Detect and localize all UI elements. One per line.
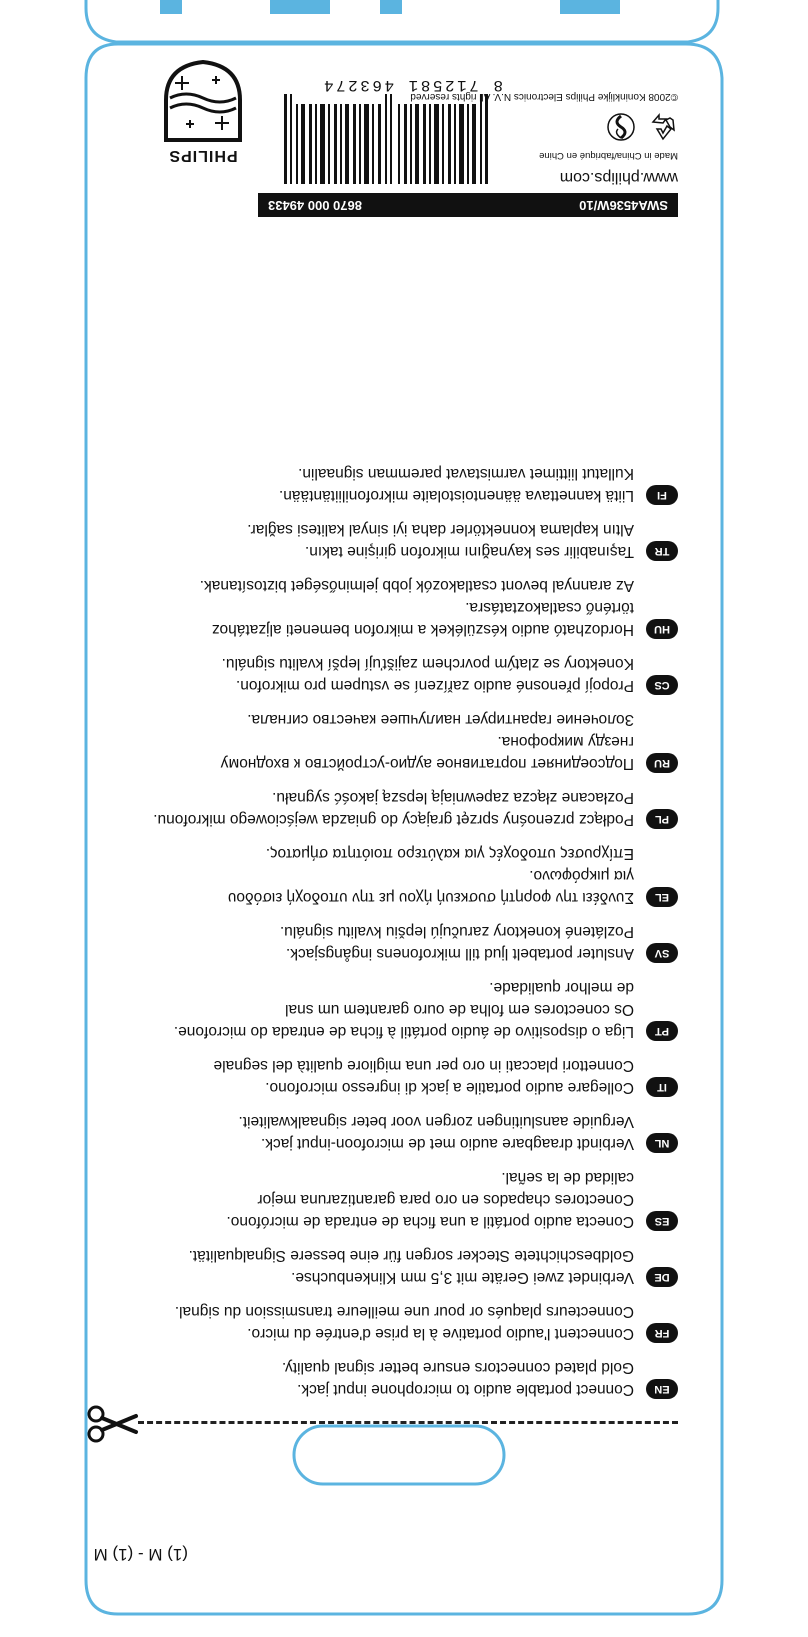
lang-badge-fr: FR <box>646 1323 678 1343</box>
desc-line: Liga o dispositivo de áudio portátil à ficha de entrada do microfone. <box>173 1023 634 1040</box>
desc-line: calidad de la señal. <box>501 1169 634 1186</box>
lang-badge-es: ES <box>646 1211 678 1231</box>
lang-badge-it: IT <box>646 1077 678 1097</box>
cable-length: (1) M - (1) M <box>93 1545 188 1564</box>
lang-badge-cs: CS <box>646 675 678 695</box>
made-in: Made in China/fabriqué en Chine <box>539 150 678 161</box>
desc-line: Connectent l'audio portative à la prise d'entrée du micro. <box>247 1325 634 1342</box>
language-descriptions <box>138 450 678 1400</box>
lang-block-it <box>138 1054 678 1098</box>
desc-line: Os conectores em folha de ouro garantem um snal <box>285 1001 634 1018</box>
barcode <box>278 94 488 184</box>
desc-line: Золочение гарантирует наилучшее качество сигнала. <box>247 711 634 728</box>
desc-line: történő csatlakoztatásra. <box>465 599 634 616</box>
desc-line: Propojí přenosné audio zařízení se vstupem pro mikrofon. <box>235 677 634 694</box>
lang-block-sv <box>138 920 678 964</box>
green-dot-icon <box>606 112 636 142</box>
lang-badge-de: DE <box>646 1267 678 1287</box>
lang-badge-pl: PL <box>646 809 678 829</box>
desc-line: Connettori placcati in oro per una migliore qualità del segnale <box>213 1057 634 1074</box>
desc-line: Goldbeschichtete Stecker sorgen für eine bessere Signalqualität. <box>188 1247 634 1264</box>
desc-line: για μικρόφωνο. <box>529 867 634 884</box>
desc-line: de melhor qualidade. <box>489 979 634 996</box>
desc-line: Επίχρυσες υποδοχές για καλύτερο ποιότητα σήματος. <box>265 845 634 862</box>
brand-name: PHILIPS <box>168 147 238 164</box>
lang-badge-sv: SV <box>646 943 678 963</box>
lang-block-pl <box>138 786 678 830</box>
desc-line: Connect portable audio to microphone input jack. <box>297 1381 634 1398</box>
desc-line: гнезду микрофона. <box>497 733 634 750</box>
lang-block-fi <box>138 462 678 506</box>
website: www.philips.com <box>559 169 678 186</box>
lang-block-nl <box>138 1110 678 1154</box>
lang-badge-fi: FI <box>646 485 678 505</box>
lang-badge-en: EN <box>646 1379 678 1399</box>
lang-badge-ru: RU <box>646 753 678 773</box>
desc-line: Hordozható audio készülékek a mikrofon bemeneti aljzatához <box>211 621 634 638</box>
lang-badge-tr: TR <box>646 541 678 561</box>
lang-block-pt <box>138 976 678 1042</box>
desc-line: Taşınabilir ses kaynağını mikrofon girişine takın. <box>304 543 634 560</box>
desc-line: Pozłacane złącza zapewniają lepszą jakość sygnału. <box>272 789 634 806</box>
model-number: SWA4536W/10 <box>579 198 668 213</box>
recycle-icon <box>648 112 678 142</box>
desc-line: Conectores chapados en oro para garantizaruna mejor <box>257 1191 634 1208</box>
lang-block-hu <box>138 574 678 640</box>
product-bar <box>258 193 678 217</box>
lang-block-ru <box>138 708 678 774</box>
desc-line: Liitä kannettava äänentoistolaite mikrofoniliitäntään. <box>278 487 634 504</box>
copyright: ©2008 Koninklijke Philips Electronics N.V. All rights reserved <box>410 91 678 102</box>
desc-line: Collegare audio portatile a jack di ingresso microfono. <box>265 1079 634 1096</box>
lang-badge-pt: PT <box>646 1021 678 1041</box>
desc-line: Gold plated connectors ensure better signal quality. <box>281 1359 634 1376</box>
lang-block-de <box>138 1244 678 1288</box>
lang-block-el <box>138 842 678 908</box>
desc-line: Az arannyal bevont csatlakozók jobb jelminőséget biztosítanak. <box>199 577 634 594</box>
desc-line: Подсоединяет портативное аудио-устройство к входному <box>220 755 634 772</box>
desc-line: Verguide aansluitingen zorgen voor beter signaalkwaliteit. <box>238 1113 634 1130</box>
desc-line: Konektory se zlatým povrchem zajišťují lepší kvalitu signálu. <box>221 655 634 672</box>
desc-line: Kullatut liittimet varmistavat paremman signaalin. <box>298 465 634 482</box>
lang-badge-hu: HU <box>646 619 678 639</box>
scissors-icon <box>82 1402 140 1446</box>
lang-badge-nl: NL <box>646 1133 678 1153</box>
lang-badge-el: EL <box>646 887 678 907</box>
desc-line: Connecteurs plaqués or pour une meilleure transmission du signal. <box>174 1303 634 1320</box>
desc-line: Verbindt draagbare audio met de microfoon-input jack. <box>260 1135 634 1152</box>
lang-block-en <box>138 1356 678 1400</box>
cut-line <box>138 1421 678 1424</box>
desc-line: Conecta audio portátil a una ficha de entrada de micrófono. <box>226 1213 634 1230</box>
barcode-number: 8 712581 463274 <box>321 76 503 94</box>
desc-line: Altın kaplama konnektörler daha iyi sinyal kalitesi sağlar. <box>247 521 634 538</box>
desc-line: Pozlátené konektory zaručujú lepšiu kvalitu signálu. <box>279 923 634 940</box>
lang-block-tr <box>138 518 678 562</box>
desc-line: Συνδέει την φορητή συσκευή ήχου με την υποδοχή εισόδου <box>227 889 634 906</box>
desc-line: Verbindet zwei Geräte mit 3,5 mm Klinkenbuchse. <box>291 1269 634 1286</box>
lang-block-fr <box>138 1300 678 1344</box>
product-code: 8670 000 49433 <box>268 198 362 213</box>
lang-block-cs <box>138 652 678 696</box>
packaging-card <box>86 52 718 1612</box>
lang-block-es <box>138 1166 678 1232</box>
desc-line: Podłącz przenośny sprzęt grający do gniazda wejściowego mikrofonu. <box>153 811 634 828</box>
desc-line: Ansluter portabelt ljud till mikrofonens ingångsjack. <box>285 945 634 962</box>
